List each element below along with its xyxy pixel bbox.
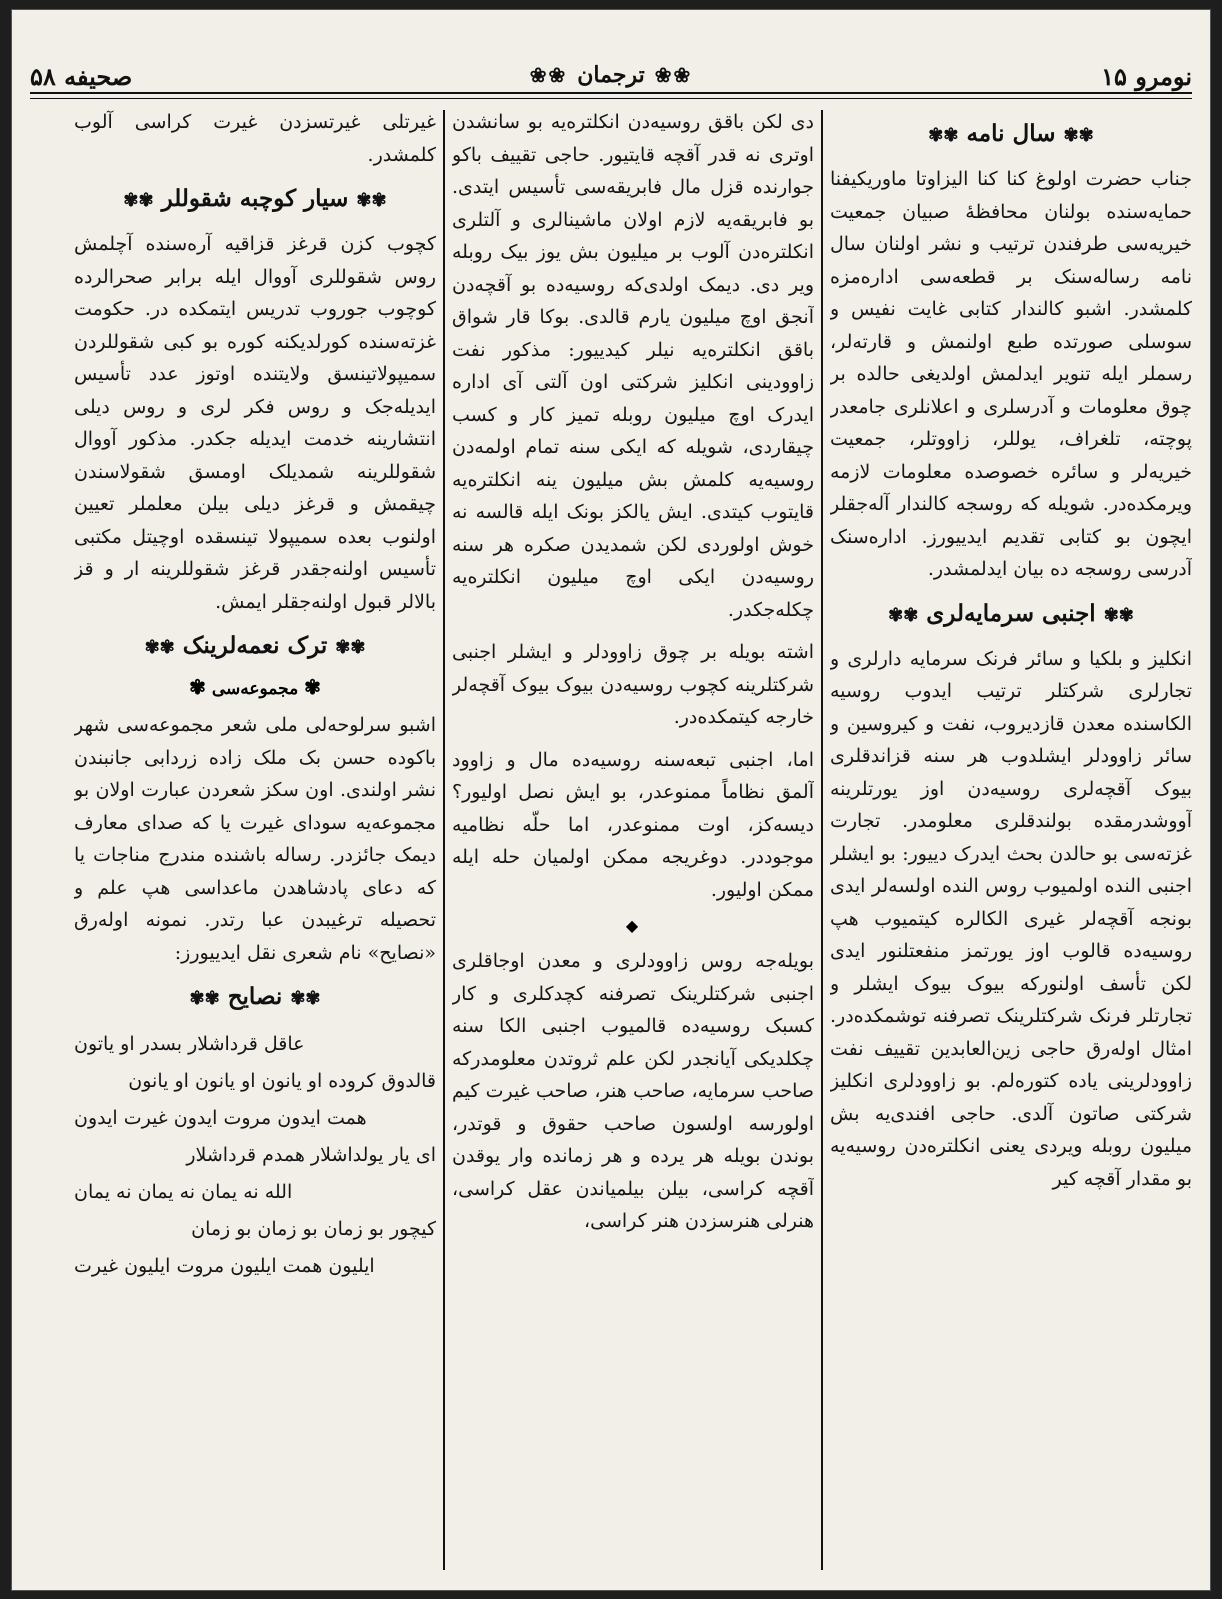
- ornament-icon: ✾✾: [356, 190, 387, 211]
- column-divider: [821, 110, 823, 1570]
- section-divider: [452, 916, 814, 935]
- header-rule-thin: [30, 98, 1192, 99]
- article-paragraph: اشبو سرلوحه‌لی ملی شعر مجموعه‌سی شهر باکوده حسن بک ملک زاده زردابی جانبندن نشر اولندی. اون سکز شعردن عبارت اولان بو مجموعه‌یه سودای غیرت یا که صدای معارف دیمک جائزدر. رساله باشنده مندرج مناجات یا که دعای پادشاهدن ماعداسی هپ علم و تحصیله ترغیبدن عبا رتدر. نمونه اولەرق «نصایح» نام شعری نقل ایدییورز:: [74, 714, 436, 964]
- ornament-icon: ✾✾: [928, 125, 959, 146]
- article-heading: [74, 632, 436, 659]
- issue-number: نومرو ۱۵: [1101, 62, 1192, 91]
- ornament-icon: ✾✾: [189, 988, 220, 1009]
- poem-line: ای یار یولداشلار همدم قرداشلار: [186, 1144, 436, 1166]
- article-paragraph: اما، اجنبی تبعه‌سنه روسیه‌ده مال و زاوود آلمق نظاماً ممنوعدر، بو ایش نصل اولیور؟ دیسه‌کز، اوت ممنوعدر، اما حلّه نظامیه موجوددر. دوغریجه ممکن اولمیان حله ایله ممکن اولیور.: [452, 748, 814, 901]
- column-divider: [443, 110, 445, 1570]
- masthead-title: ترجمان: [577, 62, 645, 88]
- ornament-icon: ✾: [189, 675, 206, 699]
- ornament-icon: ✾✾: [290, 988, 321, 1009]
- subheading-text: مجموعه‌سی: [211, 679, 299, 699]
- article-paragraph: غیرتلی غیرتسزدن غیرت کراسی آلوب کلمشدر.: [74, 111, 436, 166]
- ornament-icon: ✾✾: [1063, 125, 1094, 146]
- poem-line: الله نه یمان نه یمان نه یمان: [74, 1181, 293, 1203]
- header-rule: [30, 92, 1192, 94]
- article-paragraph: اشته بویله بر چوق زاوودلر و ایشلر اجنبی شرکتلرینه کچوب روسیه‌دن بیوک بیوک آقچه‌لر خارجه کیتمکده‌در.: [452, 641, 814, 728]
- article-heading: [74, 185, 436, 212]
- heading-text: اجنبی سرمایه‌لری: [926, 599, 1096, 627]
- article-paragraph: انکلیز و بلکیا و سائر فرنک سرمایه دارلری و تجارلری شرکتلر ترتیب ایدوب روسیه الکاسنده معدن قازدیروب، نفت و کیروسین و سائر زاوودلر ایشلدوب هر سنه قزاندقلری بیوک آقچه‌لری روسیه‌دن اوز یورتلرینه آووشدرمقده بولندقلری معلومدر. تجارت غزته‌سی بو حالدن بحث ایدرک دییور: بو ایشلر اجنبی النده اولمیوب روس النده اولسه‌لر ایدی بونجه آقچه‌لر غیری الکالره کیتمیوب هپ روسیه‌ده قالوب اوز یورتمز منفعتلنور ایدی لکن تأسف اولنورکه بیوک بیوک ایشلر و تجارتلر فرنک شرکتلرینک تصرفنه توشمکده‌در. امثال اولەرق حاجی زین‌العابدین تقییف نفت زاوودلرینی یاده کتورەلم. بو زاوودلری انکلیز شرکتی صاتون آلدی. حاجی افندی‌یه بش میلیون روبله ویردی یعنی انکلترەدن روسیه‌یه بو مقدار آقچه کیر: [830, 647, 1192, 1190]
- poem-line: ایلیون همت ایلیون مروت ایلیون غیرت: [74, 1255, 375, 1277]
- ornament-icon: ✾✾: [1103, 604, 1134, 626]
- article-paragraph: کچوب کزن قرغز قزاقیه آره‌سنده آچلمش روس شقوللری آووال ایله برابر صحرالرده کوچوب جوروب تدریس ایتمکده در. حکومت غزته‌سنده کورلدیکنه کوره بو کبی شقوللردن سمیپولاتینسق ولایتنده اوتوز عدد تأسیس ایدیله‌جک و روس فکر لری و روس دیلی انتشارینه خدمت ایدیله جکدر. مذکور آووال شقوللرینه شمدیلک اومسق شقولاسندن چیقمش و قرغز دیلی بیلن معلملر تعیین اولنوب بعده سمیپولا تینسقده اوچیتل مکتبی تأسیس اولنه‌جقدر قرغز شقوللرینه ار و قز بالالر قبول اولنه‌جقلر ایمش.: [74, 233, 436, 613]
- poem: [74, 1026, 436, 1285]
- poem-line: کیچور بو زمان بو زمان بو زمان: [191, 1218, 436, 1240]
- heading-text: سیار کوچبه شقوللر: [161, 185, 349, 212]
- columns: [30, 106, 1192, 1570]
- page-number: صحیفه ۵۸: [30, 62, 133, 91]
- column-left: [74, 106, 436, 1570]
- poem-line: قالدوق کروده او یانون او یانون او یانون: [128, 1070, 436, 1092]
- masthead: [530, 62, 692, 88]
- heading-text: نصایح: [227, 983, 283, 1010]
- diamond-icon: ◆: [625, 916, 641, 935]
- column-middle: [452, 106, 814, 1570]
- ornament-icon: ✾✾: [123, 190, 154, 211]
- article-heading: [830, 120, 1192, 147]
- ornament-icon: ✾✾: [888, 604, 919, 626]
- column-right: [830, 106, 1192, 1570]
- ornament-icon: ✾: [304, 675, 321, 699]
- ornament-icon: ✾✾: [144, 637, 175, 658]
- poem-line: عاقل قرداشلار بسدر او یاتون: [74, 1033, 305, 1055]
- newspaper-page: [12, 10, 1210, 1590]
- page-header: [30, 48, 1192, 108]
- article-subheading: [74, 675, 436, 699]
- poem-line: همت ایدون مروت ایدون غیرت ایدون: [74, 1107, 367, 1129]
- article-paragraph: بویله‌جه روس زاوودلری و معدن اوجاقلری اجنبی شرکتلرینک تصرفنه کچدکلری و کار کسبک روسیه‌ده قالمیوب اجنبی الکا سنه چکلدیکی آیانجدر لکن علم ثروتدن معلومدرکه صاحب سرمایه، صاحب هنر، صاحب غیرت کیم اولورسه اولسون صاحب حقوق و قوتدر، بوندن بویله هر یرده و هر زمانده وار یوقدن آقچه کراسی، بیلن بیلمیاندن عقل کراسی، هنرلی هنرسزدن هنر کراسی،: [452, 950, 814, 1232]
- ornament-icon: ❀❀: [654, 63, 693, 87]
- article-heading: [830, 600, 1192, 627]
- ornament-icon: ❀❀: [529, 63, 568, 87]
- article-heading: [74, 983, 436, 1010]
- ornament-icon: ✾✾: [335, 637, 366, 658]
- heading-text: ترک نعمه‌لرینک: [182, 632, 328, 659]
- heading-text: سال نامه: [966, 120, 1056, 147]
- article-paragraph: دی لکن باقق روسیه‌دن انکلترەیه بو سانشدن اوتری نه قدر آقچه قایتیور. حاجی تقییف باکو جوارنده قزل مال فابریقه‌سی تأسیس ایتدی. بو فابریقه‌یه لازم اولان ماشینالری و آلتلری انکلترەدن آلوب بر میلیون بش یوز بیک روبله ویر دی. دیمک اولدی‌که روسیه‌ده بو آقچه‌دن آنجق اوچ میلیون یارم قالدی. بوکا قار شواق باقق انکلترەیه نیلر کیدییور: مذکور نفت زاوودینی انکلیز شرکتی اون آلتی آی اداره ایدرک اوچ میلیون روبله تمیز کار و کسب چیقاردی، شویله که ایکی سنه تمام اولمەدن روسیه‌یه کلمش بش میلیون ینه انکلترەیه قایتوب کیتدی. ایش یالکز بونک ایله قالسه نه خوش اولوردی لکن شمدیدن صکره هر سنه روسیه‌دن ایکی اوچ میلیون انکلترەیه چکله‌جکدر.: [452, 111, 814, 621]
- article-paragraph: جناب حضرت اولوغ کنا کنا الیزاوتا ماوریکیفنا حمایه‌سنده بولنان محافظۀ صبیان جمعیت خیریه‌سی طرفندن ترتیب و نشر اولنان سال نامه رساله‌سنک بر قطعه‌سی اداره‌مزه کلمشدر. اشبو کالندار کتابی غایت نفیس و سوسلی صورتده طبع اولنمش و قارته‌لر، رسملر ایله تنویر ایدلمش اولدیغی حالده بر چوق معلومات و آدرسلری و اعلانلری جامعدر پوچته، تلغراف، یوللر، زاووتلر، جمعیت خیریه‌لر و سائره خصوصده معلومات لازمه ویرمکده‌در. شویله که روسجه کالندار آله‌جقلر ایچون بو کتابی تقدیم ایدییورز. اداره‌سنک آدرسی روسجه ده بیان ایدلمشدر.: [830, 168, 1192, 580]
